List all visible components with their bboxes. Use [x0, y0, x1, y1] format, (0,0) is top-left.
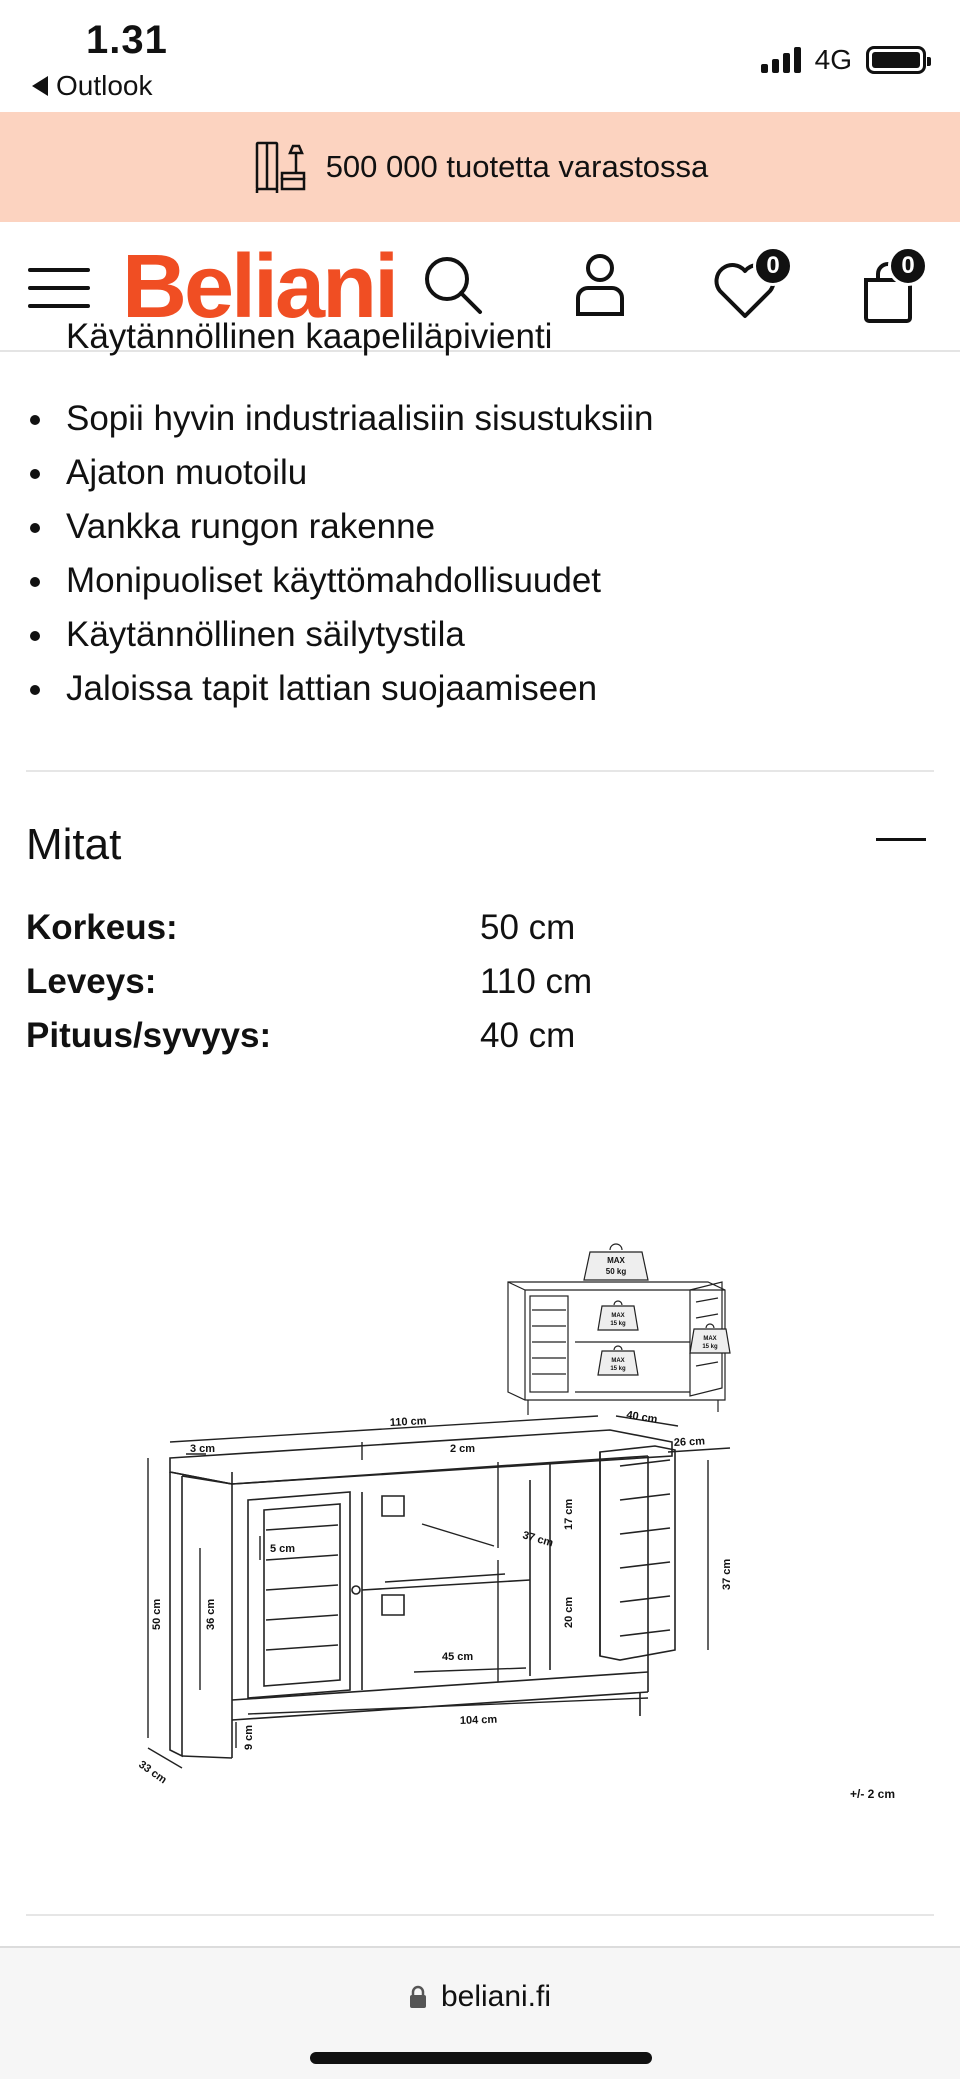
dim-depth: 40 cm	[625, 1409, 659, 1426]
weight-icon	[584, 1244, 648, 1280]
search-icon[interactable]	[420, 252, 486, 318]
spec-value: 110 cm	[480, 962, 593, 1001]
feature-item: Jaloissa tapit lattian suojaamiseen	[26, 662, 926, 716]
dim-upper-height: 17 cm	[563, 1498, 575, 1530]
weight-icon	[598, 1301, 638, 1330]
dim-compartment-width: 45 cm	[442, 1651, 474, 1663]
url-text: beliani.fi	[440, 1980, 552, 2013]
max-kg-label: 15 kg	[702, 1344, 718, 1350]
browser-bar	[0, 1946, 960, 2079]
wishlist-count-badge: 0	[753, 246, 793, 286]
dim-door-width: 26 cm	[673, 1435, 706, 1449]
back-to-app-link[interactable]	[32, 70, 153, 102]
lock-icon	[409, 1985, 427, 2009]
dimensions-title[interactable]: Mitat	[26, 820, 122, 869]
weight-icon	[598, 1346, 638, 1375]
spec-label: Pituus/syvyys:	[26, 1016, 272, 1055]
dim-door-height: 37 cm	[721, 1558, 733, 1590]
back-app-label: Outlook	[56, 70, 153, 101]
network-type: 4G	[814, 44, 852, 75]
status-bar	[0, 0, 960, 112]
feature-item: Ajaton muotoilu	[26, 446, 926, 500]
dimension-lines	[148, 1416, 730, 1768]
max-kg-label: 15 kg	[610, 1321, 626, 1327]
section-divider	[26, 1914, 934, 1916]
dim-leg-depth: 33 cm	[136, 1758, 169, 1787]
promo-banner[interactable]	[0, 112, 960, 222]
dim-top-thickness: 3 cm	[190, 1443, 216, 1455]
max-label: MAX	[611, 1313, 625, 1319]
cabinet-drawing	[170, 1430, 675, 1758]
status-indicators	[761, 44, 926, 76]
spec-row-height	[26, 908, 926, 958]
signal-icon	[761, 47, 801, 73]
dim-shelf-depth: 37 cm	[521, 1529, 555, 1550]
dimension-diagram	[130, 1230, 920, 1810]
status-time: 1.31	[86, 18, 168, 62]
home-indicator[interactable]	[310, 2052, 652, 2064]
feature-item: Vankka rungon rakenne	[26, 500, 926, 554]
max-kg-label: 15 kg	[610, 1366, 626, 1372]
dim-inner-height: 36 cm	[205, 1598, 217, 1630]
battery-icon	[866, 46, 926, 74]
spec-row-width	[26, 962, 926, 1012]
dim-slat-gap: 5 cm	[270, 1543, 296, 1555]
dim-lower-height: 20 cm	[563, 1596, 575, 1628]
dim-tolerance: +/- 2 cm	[850, 1787, 896, 1801]
cart-count-badge: 0	[888, 246, 928, 286]
section-divider	[26, 770, 934, 772]
max-kg-label: 50 kg	[605, 1267, 627, 1276]
menu-icon[interactable]	[28, 264, 90, 312]
max-label: MAX	[611, 1358, 625, 1364]
beliani-logo[interactable]: Beliani	[122, 237, 397, 337]
collapse-icon[interactable]	[876, 838, 926, 841]
spec-row-depth	[26, 1016, 926, 1066]
spec-label: Leveys:	[26, 962, 157, 1001]
feature-item: Käytännöllinen säilytystila	[26, 608, 926, 662]
spec-value: 50 cm	[480, 908, 576, 947]
dim-gap-top: 2 cm	[450, 1443, 476, 1455]
feature-item: Monipuoliset käyttömahdollisuudet	[26, 554, 926, 608]
feature-item-partial: Käytännöllinen kaapeliläpivienti	[66, 317, 553, 356]
dim-inner-width: 104 cm	[459, 1713, 498, 1727]
back-arrow-icon	[32, 76, 48, 96]
feature-item: Sopii hyvin industriaalisiin sisustuksiin	[26, 392, 926, 446]
max-label: MAX	[703, 1336, 717, 1342]
dim-leg-height: 9 cm	[243, 1724, 255, 1750]
dim-width: 110 cm	[389, 1415, 427, 1429]
spec-label: Korkeus:	[26, 908, 178, 947]
weight-icon	[690, 1324, 730, 1353]
dim-height: 50 cm	[151, 1598, 163, 1630]
address-bar[interactable]	[0, 1980, 960, 2014]
max-label: MAX	[607, 1256, 625, 1265]
furniture-icon	[252, 139, 308, 195]
account-icon[interactable]	[572, 252, 628, 318]
dimension-labels	[136, 1409, 895, 1801]
promo-text: 500 000 tuotetta varastossa	[325, 149, 709, 184]
spec-value: 40 cm	[480, 1016, 576, 1055]
